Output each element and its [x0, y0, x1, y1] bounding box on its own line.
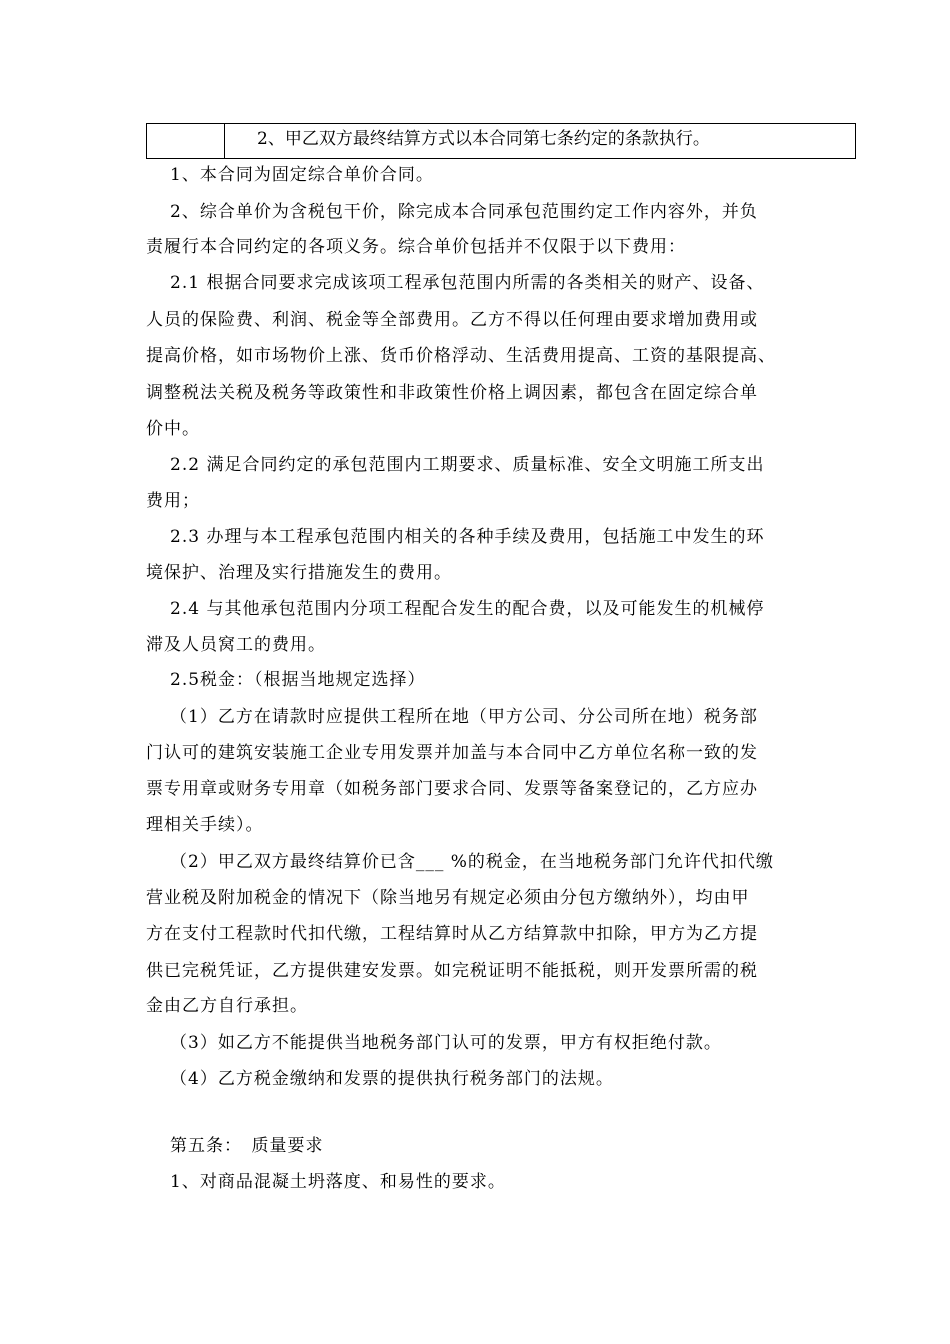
- paragraph-line: 金由乙方自行承担。: [146, 996, 308, 1016]
- paragraph-line: 2、综合单价为含税包干价，除完成本合同承包范围约定工作内容外，并负: [170, 202, 758, 222]
- paragraph-line: 2.4 与其他承包范围内分项工程配合发生的配合费，以及可能发生的机械停: [170, 599, 765, 619]
- paragraph-line: 2.5税金：（根据当地规定选择）: [170, 670, 426, 690]
- table-cell-left: [147, 124, 225, 158]
- paragraph-line: 滞及人员窝工的费用。: [146, 635, 326, 655]
- paragraph-line: （3）如乙方不能提供当地税务部门认可的发票，甲方有权拒绝付款。: [170, 1033, 722, 1053]
- paragraph-line: （1）乙方在请款时应提供工程所在地（甲方公司、分公司所在地）税务部: [170, 707, 758, 727]
- table-row: [146, 123, 856, 159]
- paragraph-line: 1、本合同为固定综合单价合同。: [170, 165, 434, 185]
- paragraph-line: 营业税及附加税金的情况下（除当地另有规定必须由分包方缴纳外），均由甲: [146, 888, 750, 908]
- paragraph-line: 提高价格，如市场物价上涨、货币价格浮动、生活费用提高、工资的基限提高、: [146, 346, 776, 366]
- paragraph-line: 责履行本合同约定的各项义务。综合单价包括并不仅限于以下费用：: [146, 237, 686, 257]
- paragraph-line: （4）乙方税金缴纳和发票的提供执行税务部门的法规。: [170, 1069, 614, 1089]
- section-heading: 第五条： 质量要求: [170, 1136, 324, 1156]
- paragraph-line: 2.1 根据合同要求完成该项工程承包范围内所需的各类相关的财产、设备、: [170, 273, 765, 293]
- paragraph-line: 人员的保险费、利润、税金等全部费用。乙方不得以任何理由要求增加费用或: [146, 310, 758, 330]
- paragraph-line: 费用；: [146, 491, 200, 511]
- paragraph-line: 价中。: [146, 419, 200, 439]
- paragraph-line: 票专用章或财务专用章（如税务部门要求合同、发票等备案登记的，乙方应办: [146, 779, 758, 799]
- paragraph-line: 供已完税凭证，乙方提供建安发票。如完税证明不能抵税，则开发票所需的税: [146, 961, 758, 981]
- table-cell-right: 2、甲乙双方最终结算方式以本合同第七条约定的条款执行。: [257, 129, 710, 149]
- paragraph-line: 1、对商品混凝土坍落度、和易性的要求。: [170, 1172, 506, 1192]
- paragraph-line: 调整税法关税及税务等政策性和非政策性价格上调因素，都包含在固定综合单: [146, 383, 758, 403]
- paragraph-line: 理相关手续）。: [146, 815, 264, 835]
- paragraph-line: 方在支付工程款时代扣代缴，工程结算时从乙方结算款中扣除，甲方为乙方提: [146, 924, 758, 944]
- paragraph-line: 2.3 办理与本工程承包范围内相关的各种手续及费用，包括施工中发生的环: [170, 527, 765, 547]
- paragraph-line: 门认可的建筑安装施工企业专用发票并加盖与本合同中乙方单位名称一致的发: [146, 743, 758, 763]
- paragraph-line: （2）甲乙双方最终结算价已含___ %的税金，在当地税务部门允许代扣代缴: [170, 852, 774, 872]
- paragraph-line: 2.2 满足合同约定的承包范围内工期要求、质量标准、安全文明施工所支出: [170, 455, 765, 475]
- paragraph-line: 境保护、治理及实行措施发生的费用。: [146, 563, 452, 583]
